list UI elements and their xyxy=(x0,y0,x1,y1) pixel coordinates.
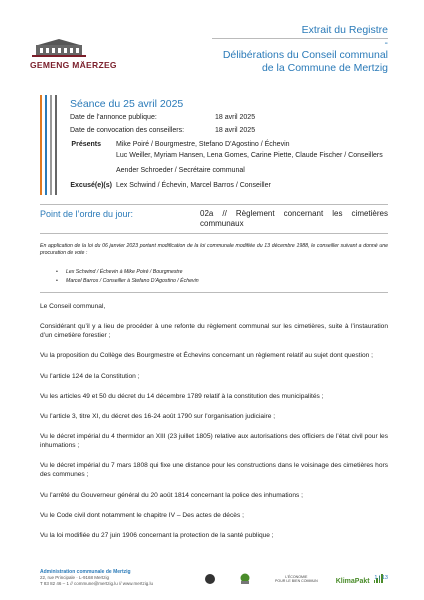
paragraph: Considérant qu’il y a lieu de procéder à une refonte du règlement communal sur les cimetières, suite à l’instauration d’un cimetière forestier ; xyxy=(40,323,388,340)
footer-street: 22, rue Principale · L-9168 Mertzig xyxy=(40,575,110,580)
deliberation-body xyxy=(40,302,388,551)
announce-label: Date de l’annonce publique: xyxy=(70,114,157,121)
title-line: de la Commune de Mertzig xyxy=(261,61,388,74)
attendee-line: Luc Weiller, Myriam Hansen, Lena Gomes, Carine Piette, Claude Fischer / Conseillers xyxy=(116,151,383,159)
paragraph: Vu l’article 124 de la Constitution ; xyxy=(40,372,140,380)
paragraph: Vu la loi modifiée du 27 juin 1906 concernant la protection de la santé publique ; xyxy=(40,531,274,539)
paragraph: Vu le décret impérial du 7 mars 1808 qui fixe une distance pour les constructions dans le voisinage des cimetières hors des communes ; xyxy=(40,462,388,479)
paragraph: Vu l’article 3, titre XI, du décret des 16-24 août 1790 sur l’organisation judiciaire ; xyxy=(40,412,276,420)
paragraph: Le Conseil communal, xyxy=(40,303,106,310)
footer-contact: T 83 82 46 – 1 // commune@mertzig.lu // www.mertzig.lu xyxy=(40,581,154,586)
excused-label: Excusé(e)(s) xyxy=(70,182,112,189)
list-item: • Marcel Barros / Conseiller à Stefano D’Agostino / Échevin xyxy=(56,277,199,286)
title-line: Délibérations du Conseil communal xyxy=(222,49,388,61)
agenda-point xyxy=(40,204,388,234)
paragraph: Vu le décret impérial du 4 thermidor an XIII (23 juillet 1805) relative aux autorisations des officiers de l’état civil pour les inhumations ; xyxy=(40,433,388,450)
excused-value: Lex Schwind / Échevin, Marcel Barros / Conseiller xyxy=(116,182,271,189)
list-item: • Lex Schwind / Échevin à Mike Poiré / Bourgmestre xyxy=(56,268,199,277)
footer-badges xyxy=(205,572,383,586)
proxy-intro: En application de la loi du 06 janvier 2023 portant modification de la loi communale modifiée du 13 décembre 1988, le conseiller suivant a donné une procuration de vote : xyxy=(40,243,388,256)
document-title xyxy=(158,24,388,74)
convocation-label: Date de convocation des conseillers: xyxy=(70,126,185,134)
meeting-dates xyxy=(70,112,255,137)
attendees-section xyxy=(70,140,383,177)
agenda-point-text: 02a // Règlement concernant les cimetières communaux xyxy=(200,209,388,228)
title-line: - xyxy=(384,36,388,49)
attendee-line: Mike Poiré / Bourgmestre, Stefano D’Agostino / Échevin xyxy=(116,141,290,148)
announce-value: 18 avril 2025 xyxy=(215,114,256,121)
castle-icon xyxy=(30,38,88,58)
title-line: Extrait du Registre xyxy=(301,24,388,36)
footer-org: Administration communale de Mertzig xyxy=(40,569,131,575)
attendee-line: Aender Schroeder / Secrétaire communal xyxy=(116,167,245,174)
klimapakt-label: KlimaPakt xyxy=(335,577,370,585)
decorative-stripes xyxy=(40,95,60,195)
footer-address xyxy=(40,569,153,587)
fairtrade-icon xyxy=(205,574,215,584)
paragraph: Vu la proposition du Collège des Bourgmestre et Échevins concernant un règlement relatif au sujet dont question ; xyxy=(40,352,373,360)
green-building-icon xyxy=(237,573,253,585)
paragraph: Vu les articles 49 et 50 du décret du 14 décembre 1789 relatif à la constitution des municipalités ; xyxy=(40,392,324,400)
header-divider xyxy=(212,38,388,39)
logo-name: GEMENG MÄERZEG xyxy=(30,60,117,70)
proxy-list xyxy=(56,268,199,286)
paragraph: Vu l’arrêté du Gouverneur général du 20 août 1814 concernant la police des inhumations ; xyxy=(40,491,303,499)
excused-section xyxy=(70,182,271,189)
convocation-value: 18 avril 2025 xyxy=(215,126,256,134)
paragraph: Vu le Code civil dont notamment le chapitre IV – Des actes de décès ; xyxy=(40,511,244,519)
section-divider xyxy=(40,292,388,293)
agenda-point-label: Point de l’ordre du jour: xyxy=(40,209,134,219)
presents-label: Présents xyxy=(71,141,101,148)
eco-badge xyxy=(275,575,318,583)
meeting-title: Séance du 25 avril 2025 xyxy=(70,98,184,110)
eco-line: L’ÉCONOMIE xyxy=(285,575,308,579)
commune-logo xyxy=(30,38,117,70)
eco-line: POUR LE BIEN COMMUN xyxy=(275,579,318,583)
page-number: 1 | 13 xyxy=(374,575,388,581)
